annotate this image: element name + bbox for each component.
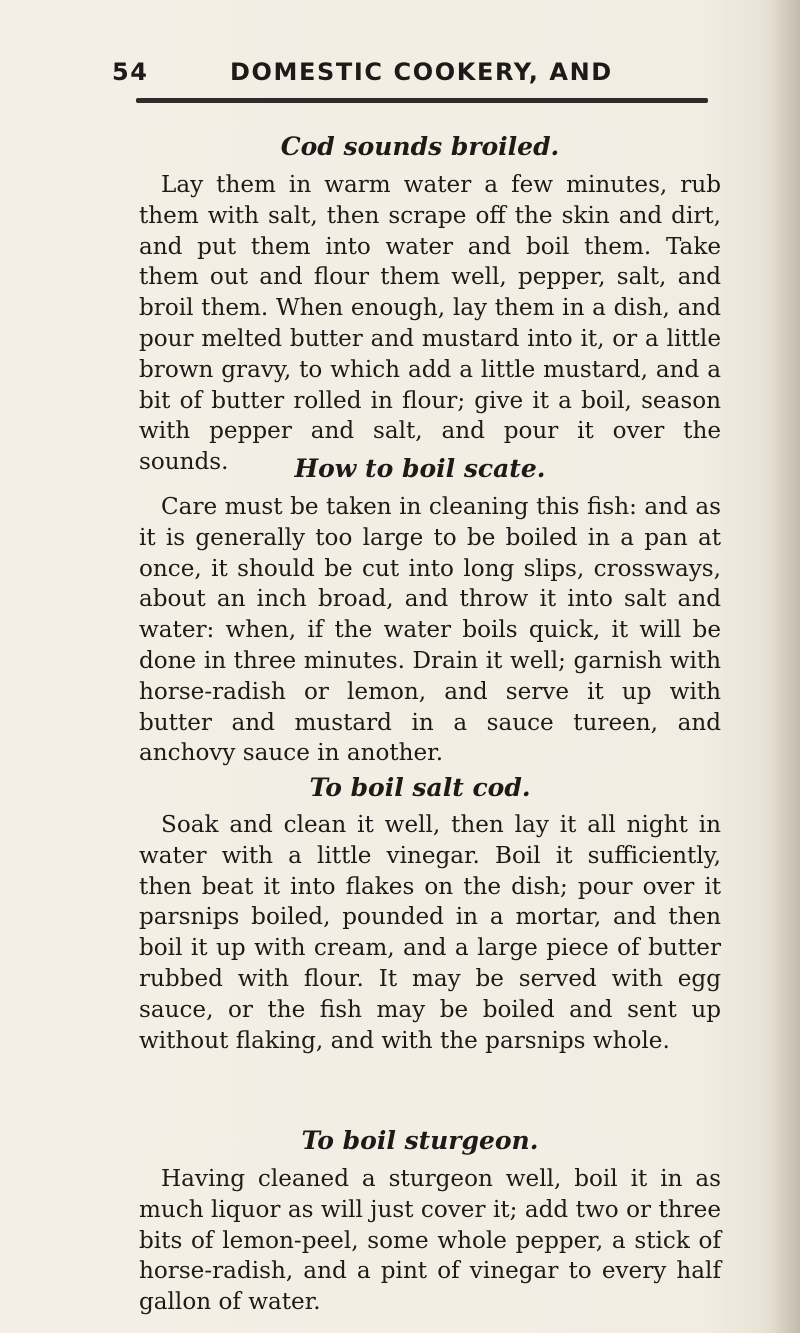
- page-header: [112, 58, 722, 92]
- section-heading: To boil sturgeon.: [301, 1126, 539, 1155]
- header-rule: [136, 98, 708, 103]
- section-paragraph: Lay them in warm water a few minutes, rub them with salt, then scrape off the skin and dirt, and put them into water and boil them. Take them out and flour them well, pepper, salt, and broil them. When enough, lay them in a dish, and pour melted butter and mustard into it, or a little brown gravy, to which add a little mustard, and a bit of butter rolled in flour; give it a boil, season with pepper and salt, and pour it over the sounds.: [139, 172, 721, 476]
- section-heading: Cod sounds broiled.: [280, 132, 560, 161]
- page-edge-shadow: [772, 0, 800, 1333]
- section-paragraph: Having cleaned a sturgeon well, boil it in as much liquor as will just cover it; add two or three bits of lemon-peel, some whole pepper, a stick of horse-radish, and a pint of vinegar to every half gallon of water.: [139, 1166, 721, 1316]
- page-number: 54: [112, 58, 149, 86]
- section-paragraph: Soak and clean it well, then lay it all night in water with a little vinegar. Boil it sufficiently, then beat it into flakes on the dish; pour over it parsnips boiled, pounded in a mortar, and then boil it up with cream, and a large piece of butter rubbed with flour. It may be served with egg sauce, or the fish may be boiled and sent up without flaking, and with the parsnips whole.: [139, 812, 721, 1054]
- section-heading: To boil salt cod.: [309, 773, 531, 802]
- section-paragraph: Care must be taken in cleaning this fish: and as it is generally too large to be boiled in a pan at once, it should be cut into long slips, crossways, about an inch broad, and throw it into salt and water: when, if the water boils quick, it will be done in three minutes. Drain it well; garnish with horse-radish or lemon, and serve it up with butter and mustard in a sauce tureen, and anchovy sauce in another.: [139, 494, 721, 767]
- running-head: DOMESTIC COOKERY, AND: [230, 58, 613, 86]
- section-heading: How to boil scate.: [294, 454, 546, 483]
